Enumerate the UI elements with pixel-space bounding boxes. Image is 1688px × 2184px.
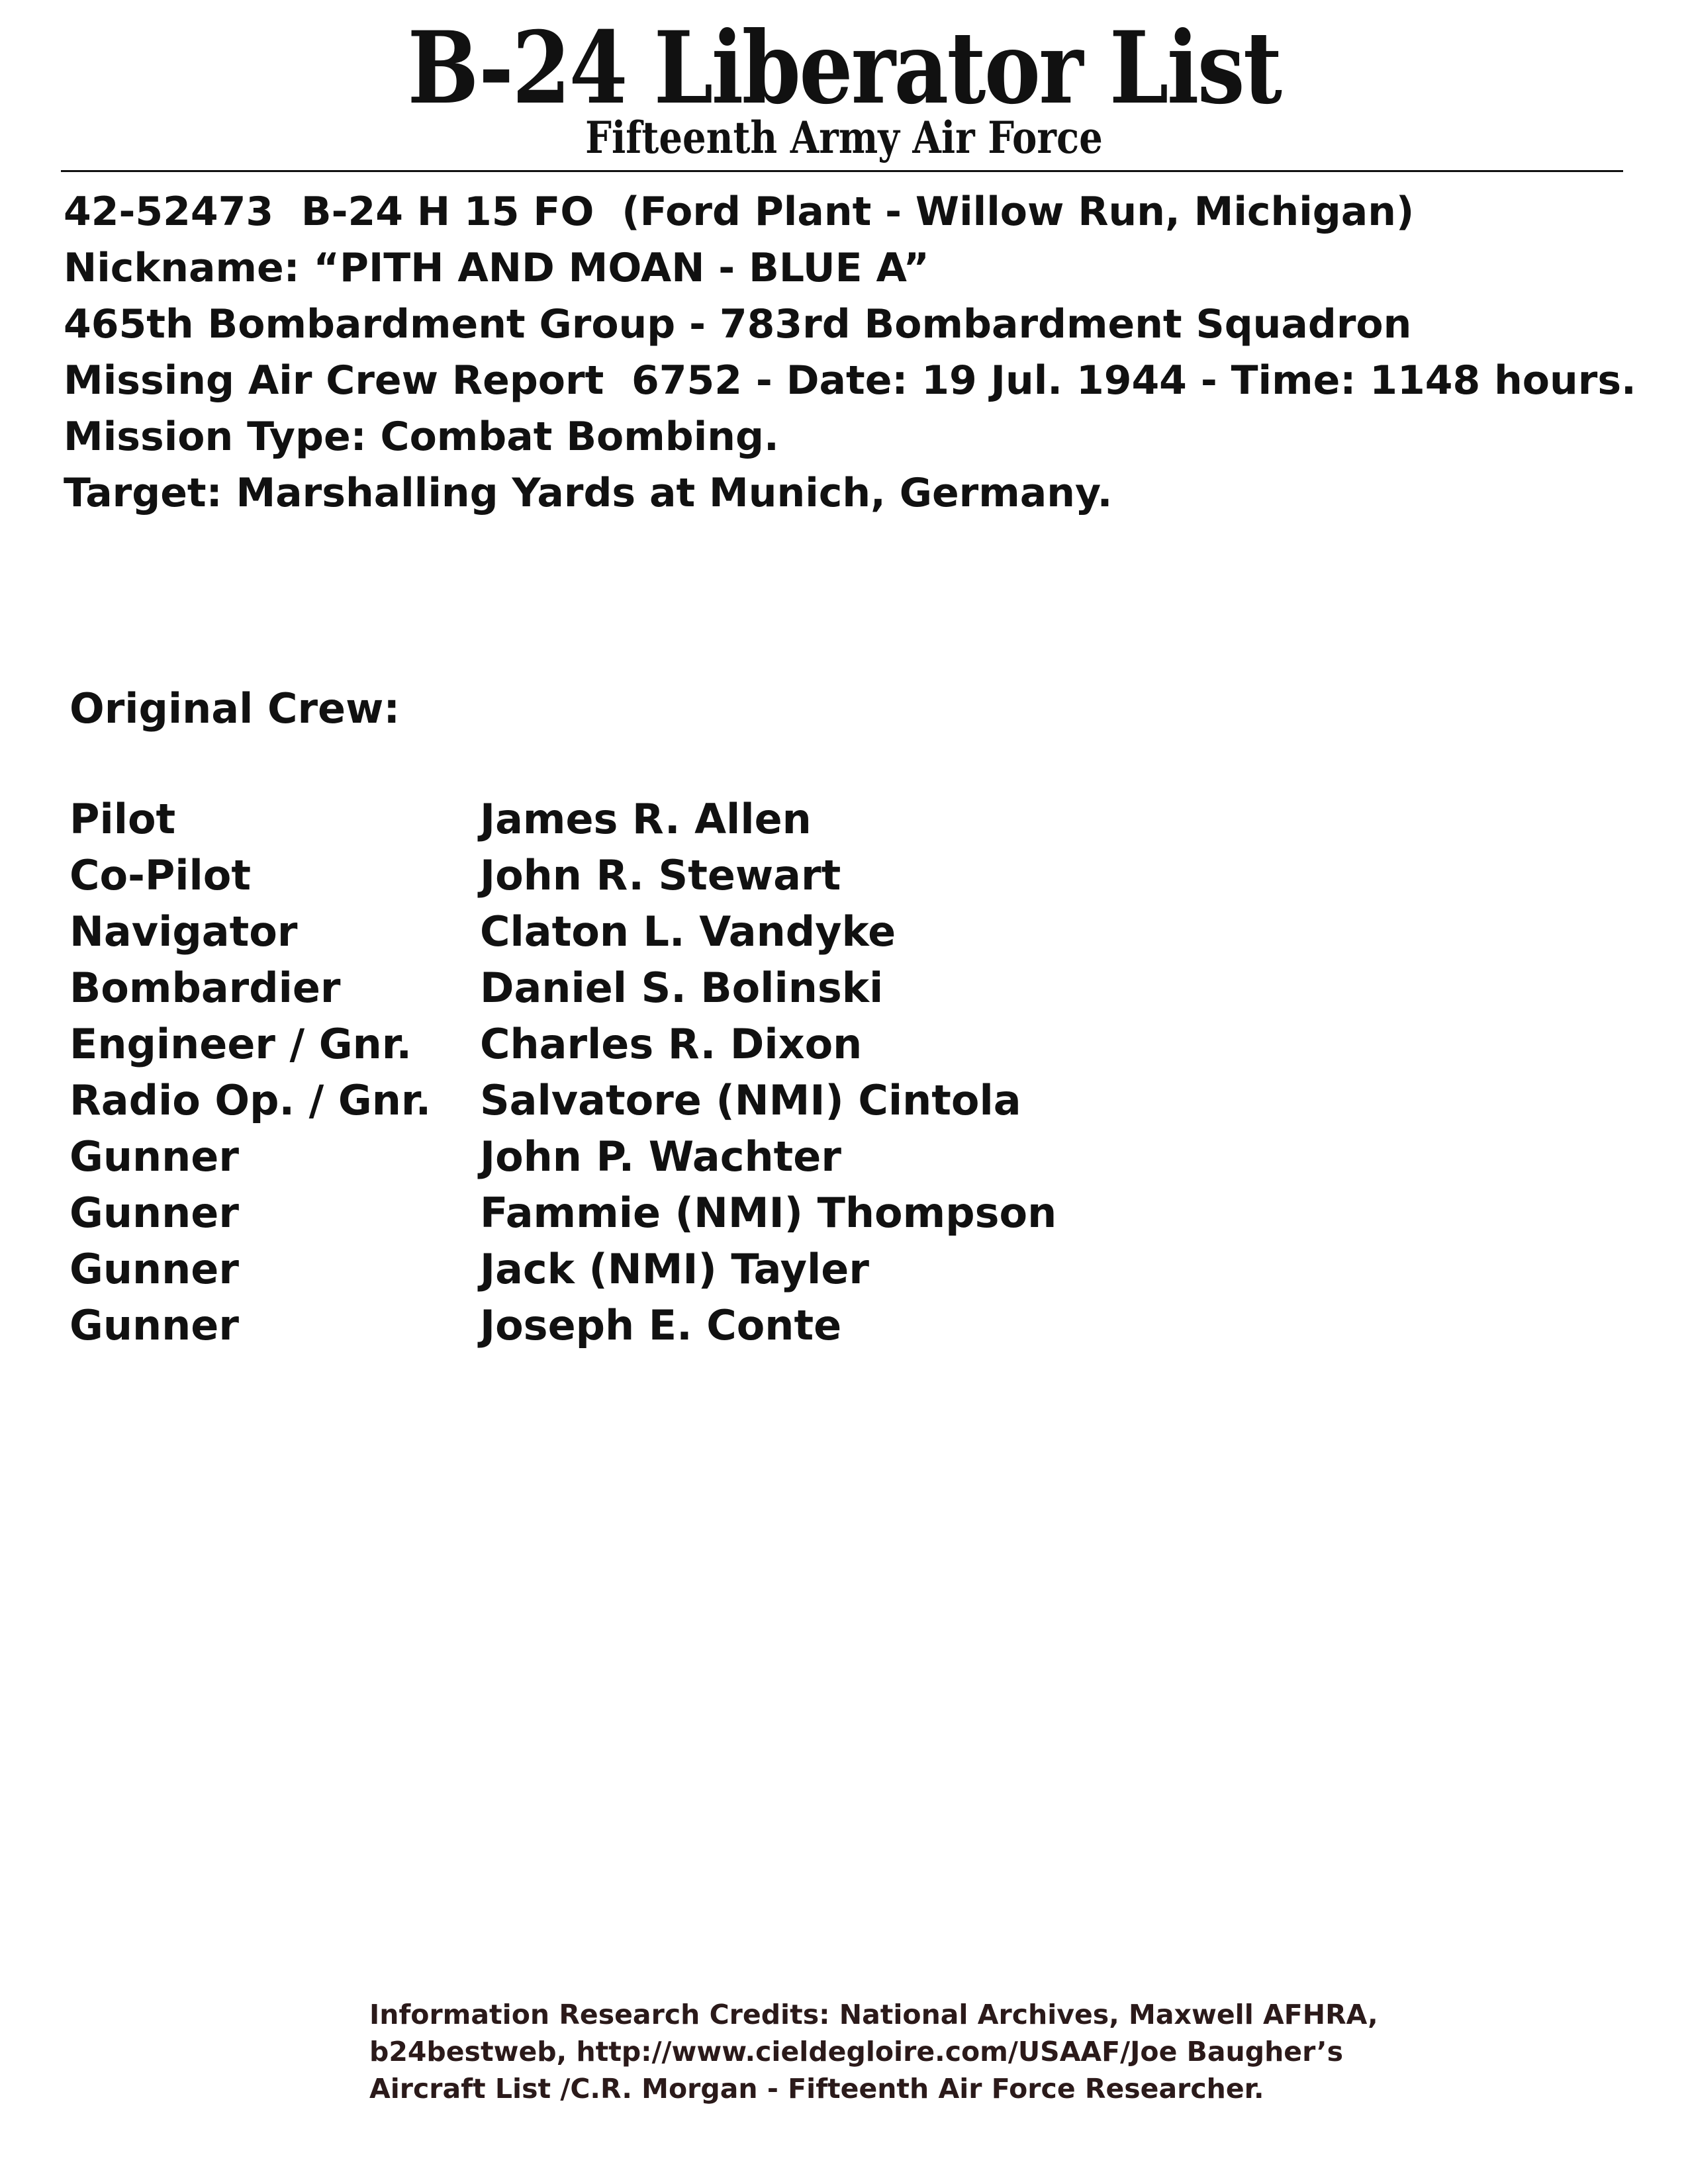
crew-row xyxy=(70,791,1261,847)
crew-row xyxy=(70,1241,1261,1297)
crew-row xyxy=(70,903,1261,960)
crew-row xyxy=(70,1185,1261,1241)
crew-row xyxy=(70,1016,1261,1072)
crew-position: Gunner xyxy=(70,1245,239,1293)
crew-row xyxy=(70,1297,1261,1353)
page-subtitle: Fifteenth Army Air Force xyxy=(585,112,1103,163)
crew-name: James R. Allen xyxy=(480,795,812,843)
crew-position: Gunner xyxy=(70,1132,239,1181)
aircraft-target-line: Target: Marshalling Yards at Munich, Germany. xyxy=(64,470,1113,516)
crew-position: Radio Op. / Gnr. xyxy=(70,1076,432,1124)
aircraft-info xyxy=(64,184,1665,522)
crew-position: Gunner xyxy=(70,1189,239,1237)
crew-name: Fammie (NMI) Thompson xyxy=(480,1189,1057,1237)
aircraft-macr-line: Missing Air Crew Report 6752 - Date: 19 Jul. 1944 - Time: 1148 hours. xyxy=(64,357,1636,404)
page-title: B-24 Liberator List xyxy=(407,10,1281,126)
crew-name: Daniel S. Bolinski xyxy=(480,964,884,1012)
crew-name: John R. Stewart xyxy=(480,851,841,899)
crew-position: Gunner xyxy=(70,1301,239,1349)
crew-heading: Original Crew: xyxy=(70,684,400,733)
aircraft-group-line: 465th Bombardment Group - 783rd Bombardment Squadron xyxy=(64,301,1412,347)
crew-position: Pilot xyxy=(70,795,176,843)
crew-name: Jack (NMI) Tayler xyxy=(480,1245,869,1293)
aircraft-serial-line: 42-52473 B-24 H 15 FO (Ford Plant - Willow Run, Michigan) xyxy=(64,189,1415,235)
crew-name: John P. Wachter xyxy=(480,1132,841,1181)
crew-position: Engineer / Gnr. xyxy=(70,1020,412,1068)
header-divider xyxy=(61,170,1623,172)
crew-position: Navigator xyxy=(70,907,298,956)
crew-row xyxy=(70,1072,1261,1128)
crew-name: Claton L. Vandyke xyxy=(480,907,896,956)
research-credits: Information Research Credits: National Archives, Maxwell AFHRA, b24bestweb, http://www.cieldegloire.com/USAAF/Joe Baugher’s Aircraft List /C.R. Morgan - Fifteenth Air Force Researcher. xyxy=(369,1999,1378,2105)
crew-position: Bombardier xyxy=(70,964,341,1012)
crew-row xyxy=(70,1128,1261,1185)
crew-name: Charles R. Dixon xyxy=(480,1020,863,1068)
crew-row xyxy=(70,960,1261,1016)
crew-name: Salvatore (NMI) Cintola xyxy=(480,1076,1021,1124)
crew-row xyxy=(70,847,1261,903)
crew-table xyxy=(70,791,1261,1353)
crew-name: Joseph E. Conte xyxy=(480,1301,842,1349)
crew-position: Co-Pilot xyxy=(70,851,252,899)
aircraft-mission-type-line: Mission Type: Combat Bombing. xyxy=(64,414,779,460)
aircraft-nickname-line: Nickname: “PITH AND MOAN - BLUE A” xyxy=(64,245,929,291)
